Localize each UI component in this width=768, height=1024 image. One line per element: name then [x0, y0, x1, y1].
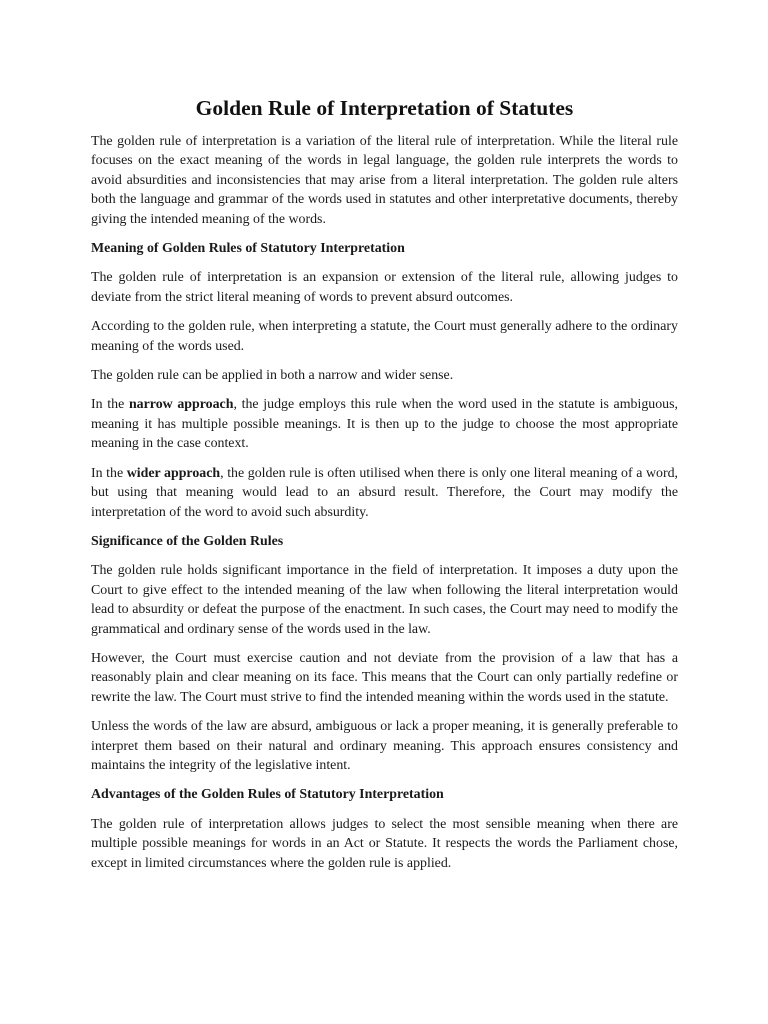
page-title: Golden Rule of Interpretation of Statutes [195, 96, 574, 120]
wider-lead-text: In the [91, 465, 127, 481]
advantages-paragraph-1: The golden rule of interpretation allows judges to select the most sensible meaning when there are multiple possible meanings for words in an Act or Statute. It respects the words the Parliament chose, except in limited circumstances where the golden rule is applied. [91, 816, 678, 871]
significance-paragraph-2: However, the Court must exercise caution and not deviate from the provision of a law that has a reasonably plain and clear meaning on its face. This means that the Court can only partially redefine or rewrite the law. The Court must strive to find the intended meaning within the words used in the statute. [91, 650, 678, 705]
narrow-approach-term: narrow approach [128, 397, 234, 413]
intro-paragraph: The golden rule of interpretation is a variation of the literal rule of interpretation. While the literal rule focuses on the exact meaning of the words in legal language, the golden rule interprets the words to avoid absurdities and inconsistencies that may arise from a literal interpretation. The golden rule alters both the language and grammar of the words used in statutes and other interpretative documents, thereby giving the intended meaning of the words. [91, 134, 678, 227]
wider-approach-term: wider approach [126, 465, 221, 481]
section-heading-meaning: Meaning of Golden Rules of Statutory Interpretation [91, 241, 405, 257]
wider-approach-paragraph [91, 464, 678, 522]
meaning-paragraph-1: The golden rule of interpretation is an expansion or extension of the literal rule, allowing judges to deviate from the strict literal meaning of words to prevent absurd outcomes. [91, 270, 678, 305]
narrow-lead-text: In the [91, 397, 129, 413]
significance-paragraph-3: Unless the words of the law are absurd, ambiguous or lack a proper meaning, it is generally preferable to interpret them based on their natural and ordinary meaning. This approach ensures consistency and maintains the integrity of the legislative intent. [91, 719, 678, 773]
document-page [91, 94, 678, 883]
wider-rest-text: , the golden rule is often utilised when there is only one literal meaning of a word, but using that meaning would lead to an absurd result. Therefore, the Court may modify the interpretation of the word to avoid such absurdity. [91, 465, 678, 520]
meaning-paragraph-3: The golden rule can be applied in both a narrow and wider sense. [91, 368, 454, 384]
narrow-approach-paragraph [91, 395, 678, 453]
section-heading-significance: Significance of the Golden Rules [91, 533, 284, 549]
narrow-rest-text: , the judge employs this rule when the word used in the statute is ambiguous, meaning it has multiple possible meanings. It is then up to the judge to choose the most appropriate meaning in the case context. [91, 397, 678, 452]
significance-paragraph-1: The golden rule holds significant importance in the field of interpretation. It imposes a duty upon the Court to give effect to the intended meaning of the law when following the literal interpretation would lead to absurdity or defeat the purpose of the enactment. In such cases, the Court may need to modify the grammatical and ordinary sense of the words used in the law. [91, 563, 678, 637]
meaning-paragraph-2: According to the golden rule, when interpreting a statute, the Court must generally adhere to the ordinary meaning of the words used. [91, 319, 678, 354]
section-heading-advantages: Advantages of the Golden Rules of Statutory Interpretation [91, 787, 444, 803]
